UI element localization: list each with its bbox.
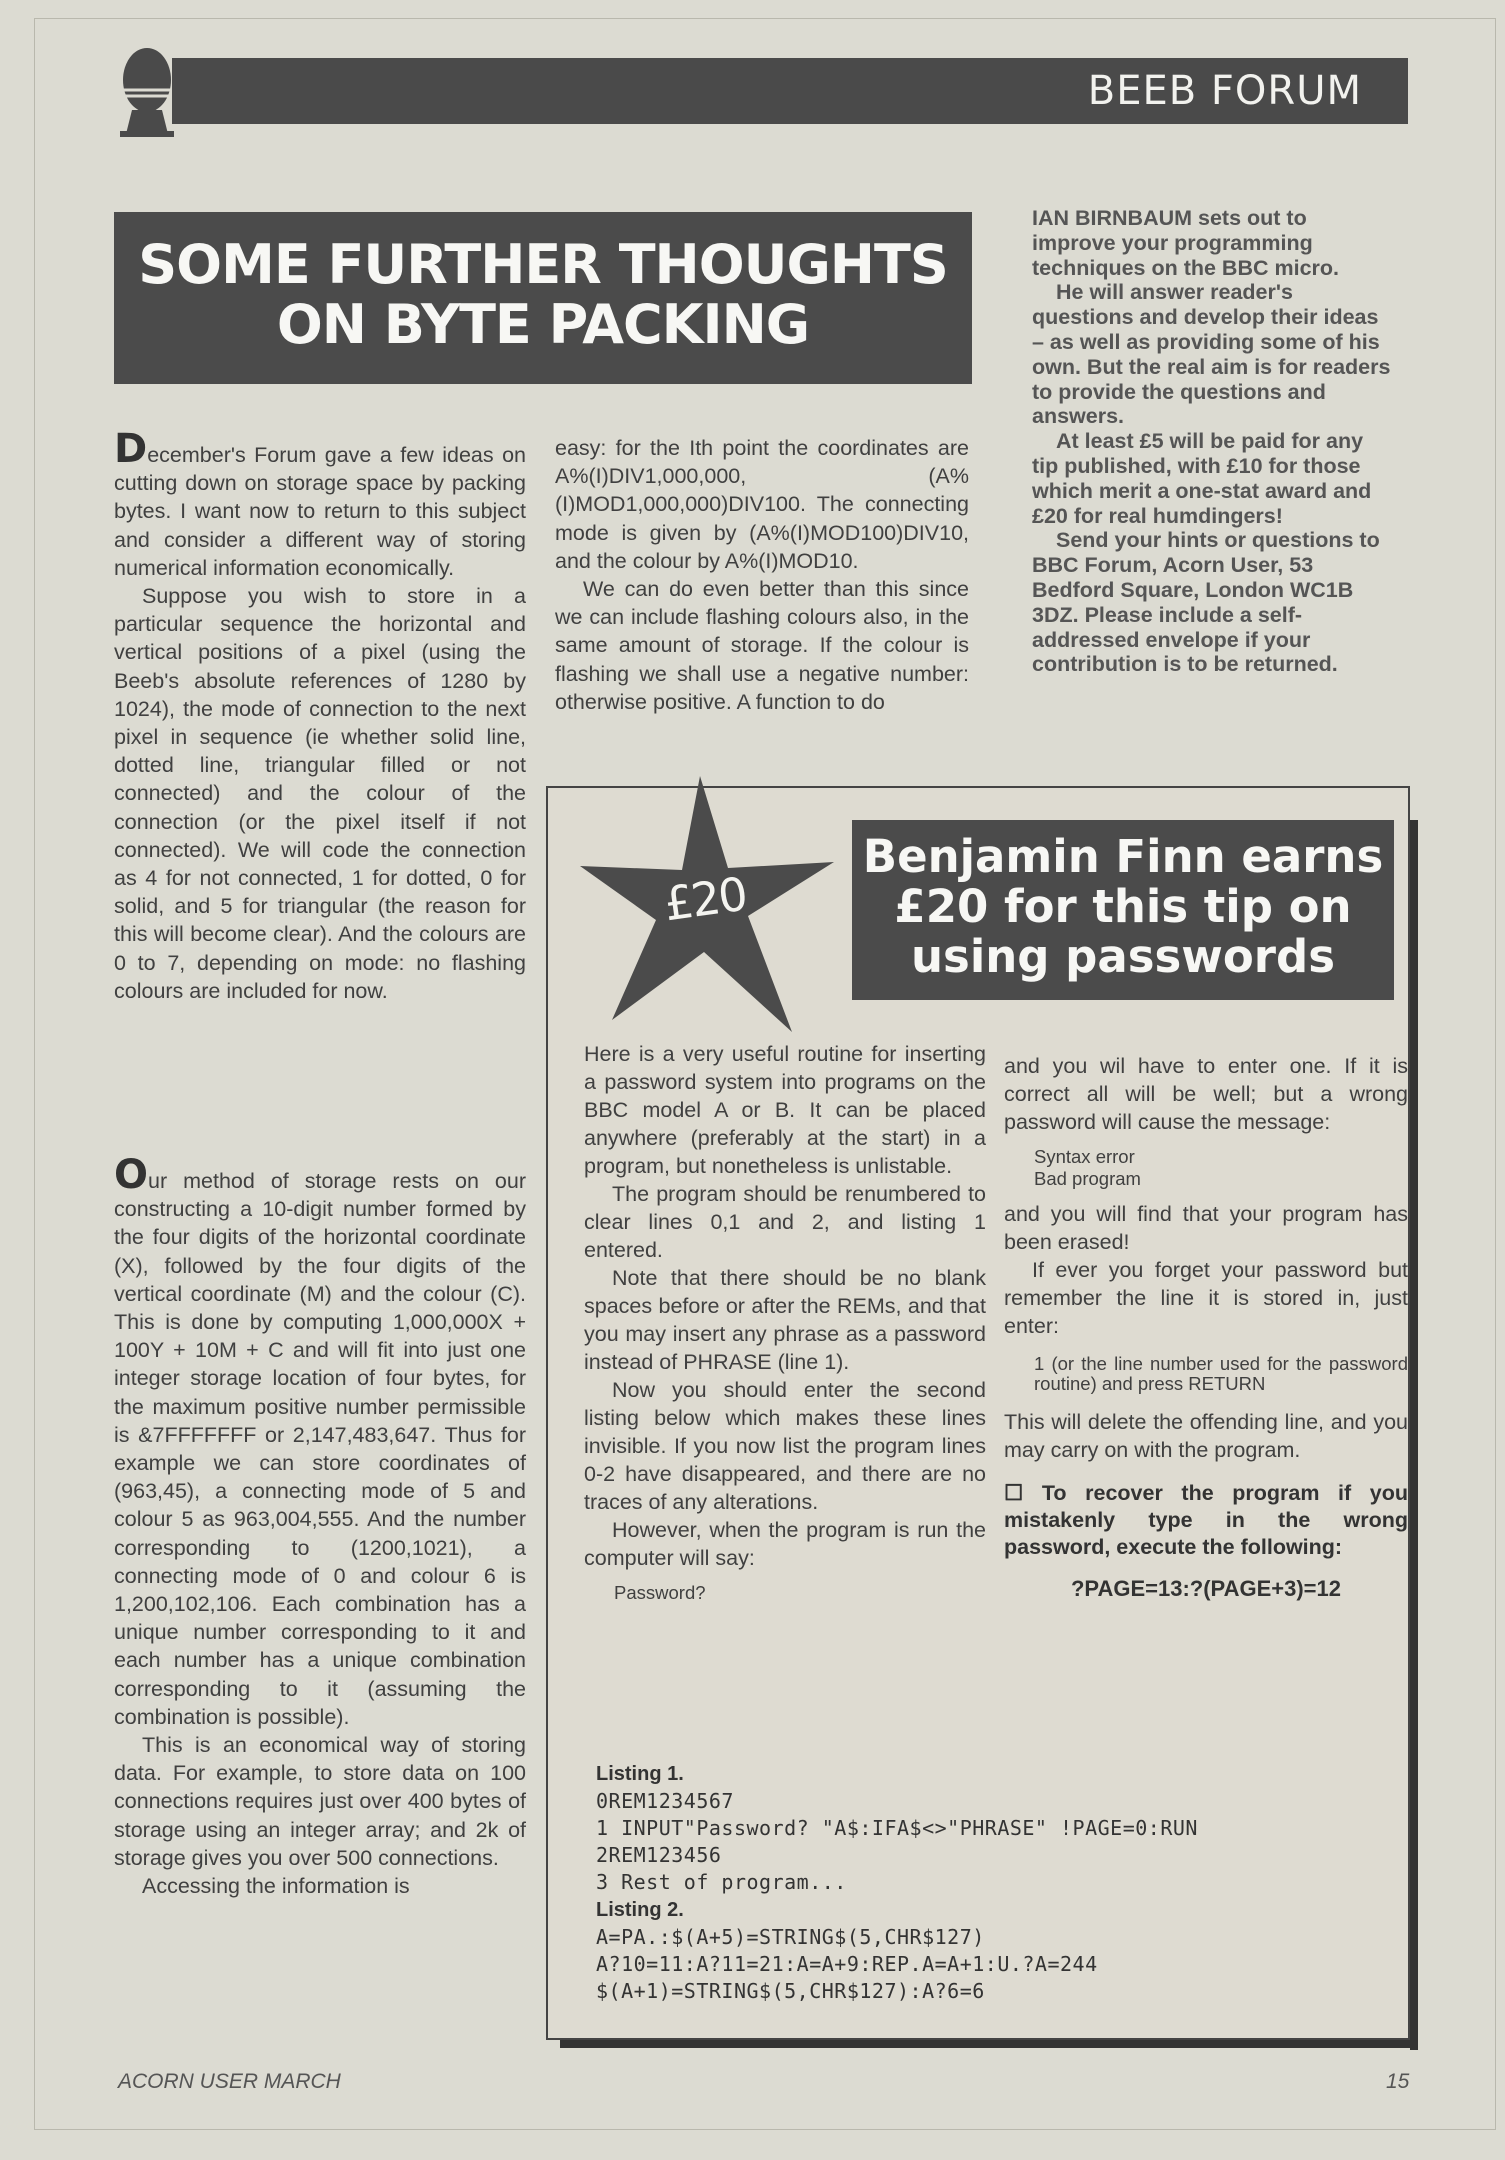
- tip-box-shadow: [560, 2040, 1418, 2048]
- recover-command: ?PAGE=13:?(PAGE+3)=12: [1070, 1576, 1341, 1601]
- tip-paragraph: Note that there should be no blank spaces before or after the REMs, and that you may insert any phrase as a password instead of PHRASE (line 1).: [584, 1266, 986, 1374]
- article-paragraph: This is an economical way of storing data. For example, to store data on 100 connections requires just over 400 bytes of storage using an integer array; and 2k of storage gives you over 500 connections.: [114, 1733, 526, 1870]
- tip-paragraph: Now you should enter the second listing below which makes these lines invisible. If you now list the program lines 0-2 have disappeared, and there are no traces of any alterations.: [584, 1378, 986, 1514]
- tip-box-shadow: [1410, 820, 1418, 2050]
- intro-paragraph: Send your hints or questions to BBC Forum, Acorn User, 53 Bedford Square, London WC1B 3DZ. Please include a self-addressed envelope if your contribution is to be returned.: [1032, 528, 1380, 677]
- code-listings: [596, 1760, 1396, 2005]
- recover-heading: ☐ To recover the program if you mistakenly type in the wrong password, execute the following:: [1004, 1481, 1408, 1559]
- tip-headline-line: £20 for this tip on: [894, 880, 1352, 933]
- article-paragraph: Suppose you wish to store in a particular sequence the horizontal and vertical positions of a pixel (using the Beeb's absolute references of 1280 by 1024), the mode of connection to the next pixel in sequence (ie whether solid line, dotted line, triangular filled or not connected) and the colour of the connection (or the pixel itself if not connected). We will code the connection as 4 for not connected, 1 for dotted, 0 for solid, and 5 for triangular (the reason for this will become clear). And the colours are 0 to 7, depending on mode: no flashing colours are included for now.: [114, 584, 526, 1003]
- tip-column-1: [584, 1040, 986, 1614]
- article-paragraph: Accessing the information is: [142, 1874, 410, 1899]
- article-paragraph: easy: for the Ith point the coordinates are A%(I)DIV1,000,000, (A%(I)MOD1,000,000)DIV100. The connecting mode is given by (A%(I)MOD100)DIV10, and the colour by A%(I)MOD10.: [555, 436, 969, 573]
- section-title: BEEB FORUM: [1087, 68, 1362, 114]
- tip-headline: [852, 820, 1394, 1000]
- error-message: Syntax error Bad program: [1034, 1146, 1141, 1189]
- password-prompt: Password?: [614, 1582, 706, 1603]
- tip-headline-line: Benjamin Finn earns: [862, 830, 1384, 883]
- intro-paragraph: IAN BIRNBAUM sets out to improve your programming techniques on the BBC micro.: [1032, 206, 1340, 280]
- article-title: [114, 212, 972, 384]
- article-column-2: [555, 434, 969, 716]
- code-line: $(A+1)=STRING$(5,CHR$127):A?6=6: [596, 1979, 985, 2003]
- enter-instruction: 1 (or the line number used for the password routine) and press RETURN: [1034, 1353, 1408, 1394]
- tip-paragraph: The program should be renumbered to clear lines 0,1 and 2, and listing 1 entered.: [584, 1182, 986, 1262]
- code-line: 3 Rest of program...: [596, 1870, 847, 1894]
- intro-paragraph: He will answer reader's questions and develop their ideas – as well as providing some of his own. But the real aim is for readers to provide the questions and answers.: [1032, 280, 1391, 429]
- title-line-1: SOME FURTHER THOUGHTS: [138, 233, 948, 296]
- star-badge-label: £20: [660, 866, 750, 932]
- tip-paragraph: and you will find that your program has been erased!: [1004, 1202, 1408, 1254]
- intro-panel: [1032, 206, 1392, 677]
- title-line-2: ON BYTE PACKING: [276, 293, 810, 356]
- article-paragraph: We can do even better than this since we can include flashing colours also, in the same amount of storage. If the colour is flashing we shall use a negative number: otherwise positive. A function to do: [555, 577, 969, 714]
- code-line: 2REM123456: [596, 1843, 722, 1867]
- tip-paragraph: Here is a very useful routine for inserting a password system into programs on the BBC model A or B. It can be placed anywhere (preferably at the start) in a program, but nonetheless is unlistable.: [584, 1042, 986, 1178]
- code-line: A?10=11:A?11=21:A=A+9:REP.A=A+1:U.?A=244: [596, 1952, 1098, 1976]
- listing-2-label: Listing 2.: [596, 1899, 684, 1921]
- code-line: A=PA.:$(A+5)=STRING$(5,CHR$127): [596, 1925, 985, 1949]
- tip-paragraph: and you wil have to enter one. If it is correct all will be well; but a wrong password will cause the message:: [1004, 1054, 1408, 1134]
- tip-column-2: [1004, 1052, 1408, 1603]
- tip-paragraph: If ever you forget your password but remember the line it is stored in, just enter:: [1004, 1258, 1408, 1338]
- article-paragraph: December's Forum gave a few ideas on cutting down on storage space by packing bytes. I want now to return to this subject and consider a different way of storing numerical information economically.: [114, 426, 526, 580]
- tip-paragraph: This will delete the offending line, and you may carry on with the program.: [1004, 1410, 1408, 1462]
- page-number: 15: [1386, 2070, 1410, 2093]
- article-column-1-top: [114, 426, 526, 1005]
- article-paragraph: Our method of storage rests on our constructing a 10-digit number formed by the four digits of the horizontal coordinate (X), followed by the four digits of the vertical coordinate (M) and the colour (C). This is done by computing 1,000,000X + 100Y + 10M + C and will fit into just one integer storage location of four bytes, for the maximum positive number permissible is &7FFFFFFF or 2,147,483,647. Thus for example we can store coordinates of (963,45), a connecting mode of 5 and colour 5 as 963,004,555. And the number corresponding to (1200,1021), a connecting mode of 0 and colour 6 is 1,200,102,106. Each combination has a unique number corresponding to it and each number has a unique combination corresponding to it (assuming the combination is possible).: [114, 1152, 526, 1729]
- drop-cap: O: [114, 1152, 149, 1198]
- footer-publication: ACORN USER MARCH: [118, 2070, 341, 2093]
- tip-paragraph: However, when the program is run the computer will say:: [584, 1518, 986, 1570]
- article-column-1-bottom: [114, 1152, 526, 1900]
- code-line: 0REM1234567: [596, 1789, 734, 1813]
- section-header: [172, 58, 1408, 124]
- drop-cap: D: [114, 426, 148, 472]
- listing-1-label: Listing 1.: [596, 1763, 684, 1785]
- tip-headline-line: using passwords: [911, 930, 1335, 983]
- intro-paragraph: At least £5 will be paid for any tip published, with £10 for those which merit a one-stat award and £20 for real humdingers!: [1032, 429, 1372, 528]
- code-line: 1 INPUT"Password? "A$:IFA$<>"PHRASE" !PAGE=0:RUN: [596, 1816, 1198, 1840]
